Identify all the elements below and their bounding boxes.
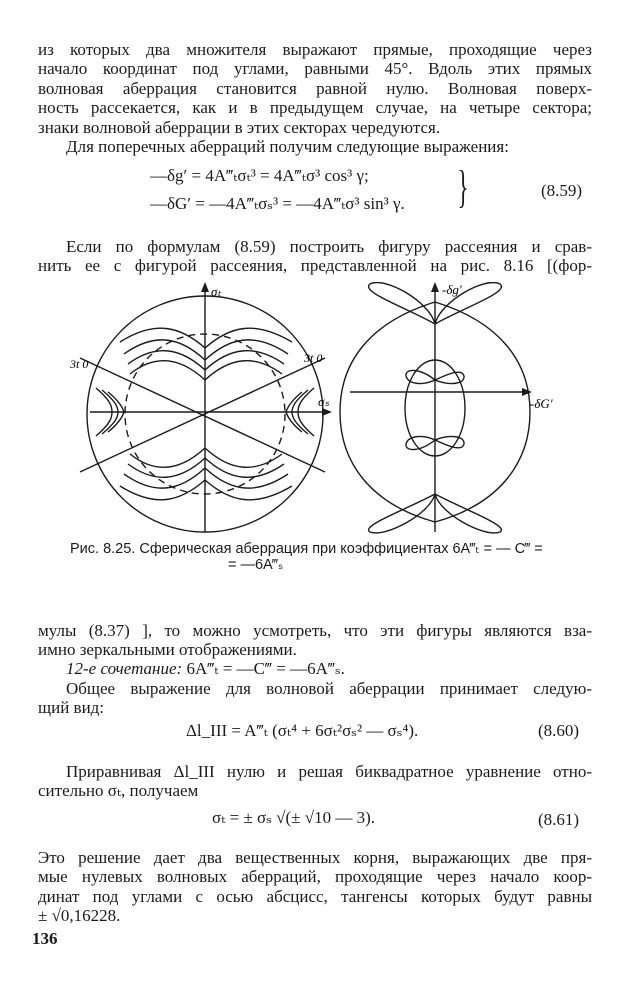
figure-8-25 [60,282,600,534]
equation-859-line-2: —δG′ = —4A‴ₜσₛ³ = —4A‴ₜσ³ sin³ γ. [150,194,405,213]
text-line: нить ее с фигурой рассеяния, представленной на рис. 8.16 [(фор- [38,256,592,276]
text-line: из которых два множителя выражают прямые, проходящие через [38,40,592,59]
paragraph-1 [38,40,592,137]
right-axis-x-arrow [522,388,532,396]
left-axis-y-arrow [201,282,209,292]
text-line: Это решение дает два вещественных корня, выражающих две пря- [38,848,592,867]
equation-860: Δl_III = A‴ₜ (σₜ⁴ + 6σₜ²σₛ² — σₛ⁴). [186,721,419,740]
paragraph-4 [38,621,592,660]
page-number: 136 [32,929,58,948]
caption-line: = —6A‴ₛ [228,557,284,573]
text-line: Приравнивая Δl_III нулю и решая биквадратное уравнение отно- [66,762,592,781]
left-axis-x-arrow [322,408,332,416]
text-line: знаки волновой аберрации в этих секторах чередуются. [38,117,441,137]
equation-859-line-1: —δg′ = 4A‴ₜσₜ³ = 4A‴ₜσ³ cos³ γ; [150,166,369,185]
text-line: Для поперечных аберраций получим следующие выражения: [66,137,509,156]
caption-line: Рис. 8.25. Сферическая аберрация при коэффициентах 6A‴ₜ = — C‴ = [70,541,543,557]
left-axis-x-label: σₛ [318,394,330,409]
left-line-label-b: 3t 0 [304,351,323,365]
paragraph-5 [38,679,592,718]
right-axis-y-label: -δg′ [442,282,462,297]
text-line: имно зеркальными отображениями. [38,640,297,660]
text-line: мые нулевых волновых аберраций, проходящие через начало коор- [38,867,592,887]
paragraph-7 [38,848,592,926]
left-line-label-a: 3t 0 [70,357,89,371]
text-line: ± √0,16228. [38,906,121,926]
text-line: начало координат под углами, равными 45°. Вдоль этих прямых [38,59,592,79]
combination-formula: 6A‴ₜ = —C‴ = —6A‴ₛ. [186,659,345,678]
text-line: Общее выражение для волновой аберрации принимает следую- [66,679,592,698]
equation-brace: } [457,161,469,212]
right-diagram [340,283,530,533]
right-axis-x-label: -δG′ [530,396,553,411]
figure-caption [70,541,590,573]
equation-860-number: (8.60) [538,721,580,740]
paragraph-3 [38,237,592,276]
equation-861-number: (8.61) [538,810,580,829]
text-line: динат под углами с осью абсцисс, тангенсы которых будут равны [38,886,592,906]
combination-line [38,659,592,678]
combination-label: 12-е сочетание: [66,659,183,678]
equation-859-number: (8.59) [541,181,583,200]
text-line: ность рассекается, как и в предыдущем случае, на четыре сектора; [38,98,592,118]
left-diagram [80,284,330,532]
paragraph-2 [38,137,592,156]
text-line: мулы (8.37) ], то можно усмотреть, что эти фигуры являются вза- [38,621,592,640]
text-line: сительно σₜ, получаем [38,781,199,801]
equation-861: σₜ = ± σₛ √(± √10 — 3). [212,808,375,827]
text-line: Если по формулам (8.59) построить фигуру рассеяния и срав- [66,237,592,256]
right-axis-y-arrow [431,282,439,292]
paragraph-6 [38,762,592,801]
text-line: волновая аберрация становится равной нулю. Волновая поверх- [38,78,592,98]
left-axis-y-label: σₜ [211,284,222,299]
text-line: щий вид: [38,698,105,718]
